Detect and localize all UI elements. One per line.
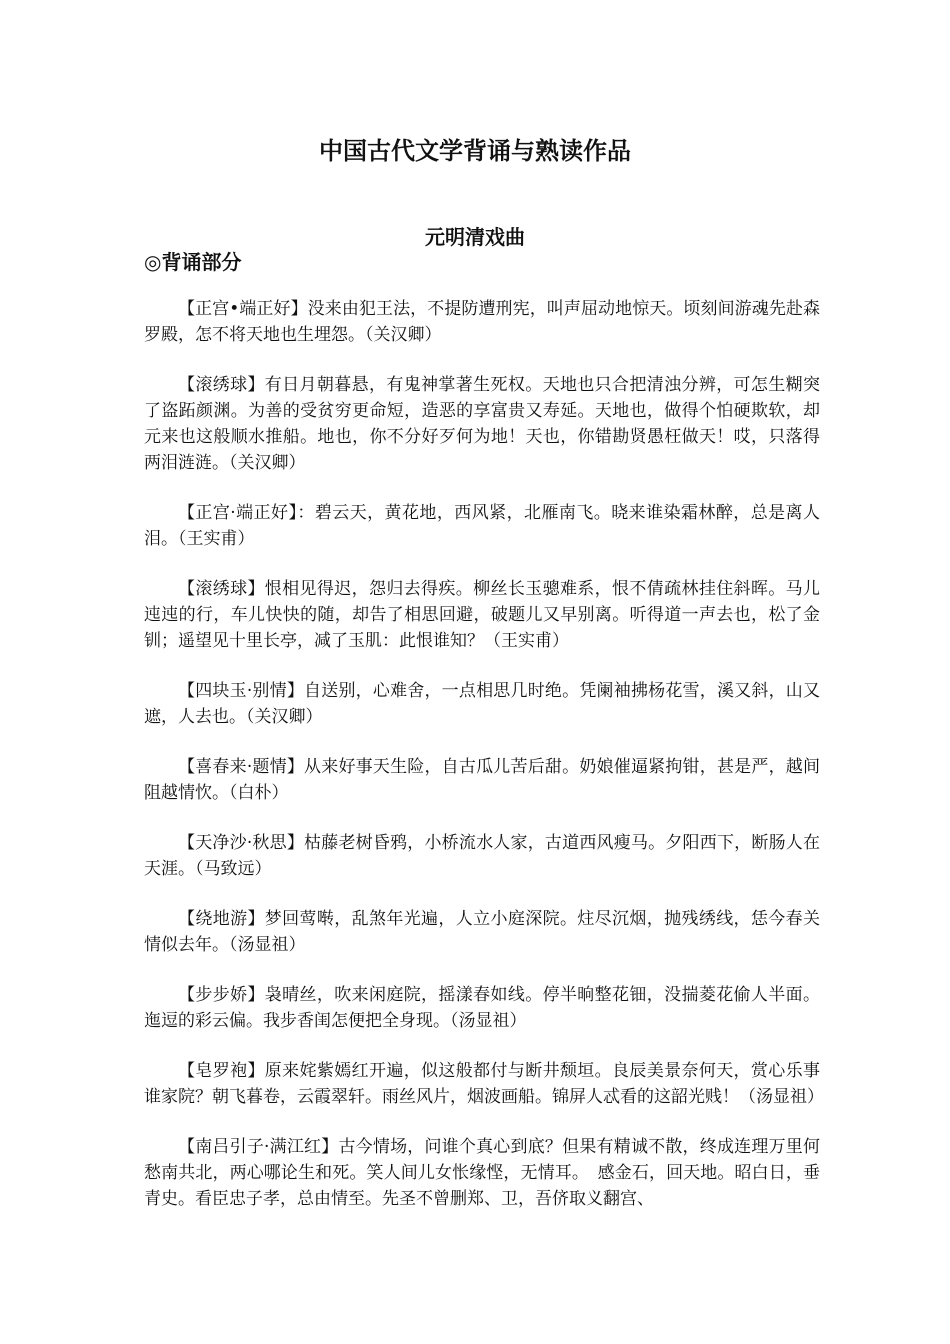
poem-paragraph: 【滚绣球】恨相见得迟，怨归去得疾。柳丝长玉骢难系，恨不倩疏林挂住斜晖。马儿迍迍的行，车儿快快的随，却告了相思回避，破题儿又早别离。听得道一声去也，松了金钏；遥望见十里长亭，减了玉肌：此恨谁知？（王实甫） — [144, 579, 820, 651]
poem-paragraph: 【滚绣球】有日月朝暮悬，有鬼神掌著生死权。天地也只合把清浊分辨，可怎生糊突了盗跖颜渊。为善的受贫穷更命短，造恶的享富贵又寿延。天地也，做得个怕硬欺软，却元来也这般顺水推船。地也，你不分好歹何为地！天也，你错勘贤愚枉做天！哎，只落得两泪涟涟。（关汉卿） — [144, 375, 820, 473]
poem-paragraph: 【天净沙·秋思】枯藤老树昏鸦，小桥流水人家，古道西风瘦马。夕阳西下，断肠人在天涯。（马致远） — [144, 833, 820, 879]
poem-paragraph: 【皂罗袍】原来姹紫嫣红开遍，似这般都付与断井颓垣。良辰美景奈何天，赏心乐事谁家院？朝飞暮卷，云霞翠轩。雨丝风片，烟波画船。锦屏人忒看的这韶光贱！（汤显祖） — [144, 1061, 824, 1107]
section-title: 元明清戏曲 — [425, 225, 525, 249]
poem-paragraph: 【步步娇】袅晴丝，吹来闲庭院，摇漾春如线。停半晌整花钿，没揣菱花偷人半面。迤逗的彩云偏。我步香闺怎便把全身现。（汤显祖） — [144, 985, 820, 1031]
poem-paragraph: 【绕地游】梦回莺啭，乱煞年光遍，人立小庭深院。炷尽沉烟，抛残绣线，恁今春关情似去年。（汤显祖） — [144, 909, 820, 955]
poem-list — [144, 296, 824, 1236]
sub-heading: ◎背诵部分 — [144, 250, 242, 274]
poem-paragraph: 【喜春来·题情】从来好事天生险，自古瓜儿苦后甜。奶娘催逼紧拘钳，甚是严，越间阻越情忺。（白朴） — [144, 757, 820, 803]
poem-paragraph: 【正宫·端正好】：碧云天，黄花地，西风紧，北雁南飞。晓来谁染霜林醉，总是离人泪。（王实甫） — [144, 503, 820, 549]
poem-paragraph: 【四块玉·别情】自送别，心难舍，一点相思几时绝。凭阑袖拂杨花雪，溪又斜，山又遮，人去也。（关汉卿） — [144, 681, 820, 727]
poem-paragraph: 【正宫•端正好】没来由犯王法，不提防遭刑宪，叫声屈动地惊天。顷刻间游魂先赴森罗殿，怎不将天地也生埋怨。（关汉卿） — [144, 299, 820, 345]
document-title: 中国古代文学背诵与熟读作品 — [319, 137, 631, 165]
poem-paragraph: 【南吕引子·满江红】古今情场，问谁个真心到底？但果有精诚不散，终成连理万里何愁南共北，两心哪论生和死。笑人间儿女怅缘悭，无情耳。 感金石，回天地。昭白日，垂青史。看臣忠子孝，总由情至。先圣不曾删郑、卫，吾侪取义翻宫、 — [144, 1137, 820, 1209]
